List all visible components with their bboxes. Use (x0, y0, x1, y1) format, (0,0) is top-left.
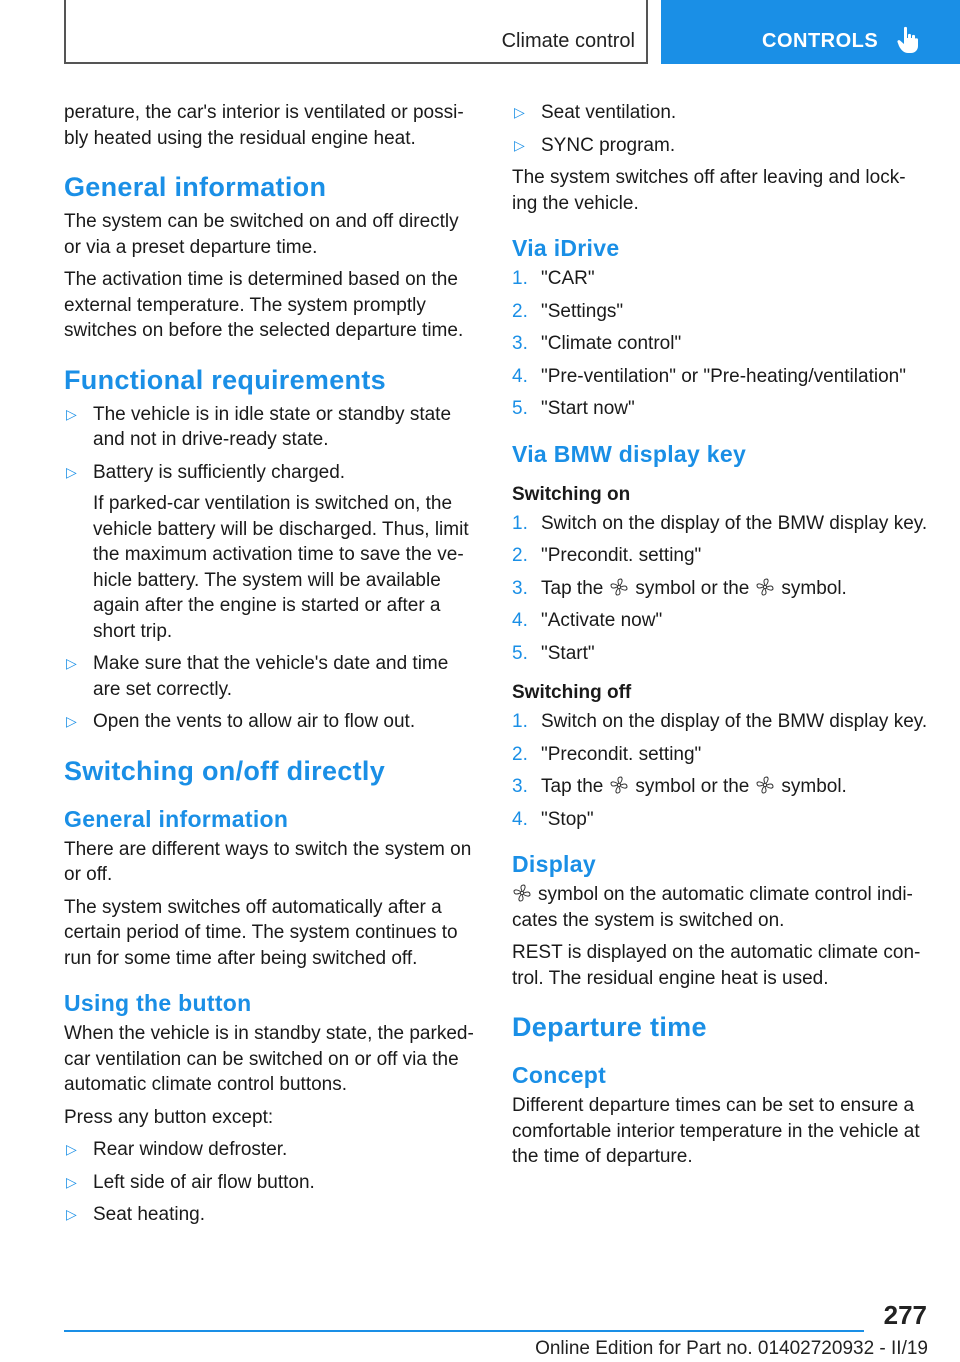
step-item (512, 709, 928, 735)
step-item (512, 299, 928, 325)
list-item (64, 709, 480, 735)
ventilation-fan-icon (609, 578, 629, 596)
step-text: symbol or the (635, 577, 750, 599)
controls-tab-label: CONTROLS (762, 30, 879, 52)
ventilation-fan-icon (609, 776, 629, 794)
step-number: 2. (512, 300, 528, 322)
list-item-text: Battery is sufficiently charged. (93, 461, 346, 483)
list-item-text: Open the vents to allow air to flow out. (93, 711, 416, 732)
step-item (512, 774, 928, 800)
step-text: "Start now" (541, 398, 635, 419)
pointing-hand-icon (897, 26, 919, 54)
switching-on-steps (512, 511, 928, 667)
step-number: 2. (512, 743, 528, 765)
departure-time-heading: Departure time (512, 1012, 707, 1042)
button-exceptions-list (64, 1137, 480, 1228)
step-text: "CAR" (541, 268, 595, 289)
paragraph: The system switches off after leaving and lock-ing the vehicle. (512, 167, 906, 214)
step-text: "Stop" (541, 808, 594, 830)
paragraph: Different departure times can be set to ensure a comfortable interior temperature in the vehicle at the time of departure. (512, 1095, 920, 1167)
paragraph (512, 882, 928, 933)
via-idrive-heading: Via iDrive (512, 235, 620, 261)
step-number: 1. (512, 512, 528, 534)
button-exceptions-list-cont (512, 100, 928, 158)
switching-heading: Switching on/off directly (64, 755, 386, 786)
paragraph: REST is displayed on the automatic climate con-trol. The residual engine heat is used. (512, 942, 921, 989)
via-display-key-heading: Via BMW display key (512, 440, 747, 467)
step-item (512, 266, 928, 292)
left-column (64, 100, 480, 1235)
section-title: Climate control (501, 30, 635, 52)
idrive-steps (512, 266, 928, 422)
list-item (64, 460, 480, 645)
paragraph: The activation time is determined based on the external temperature. The system promptly switches on before the selected departure time. (64, 269, 464, 341)
intro-paragraph: perature, the car's interior is ventilated or possi-bly heated using the residual engine heat. (64, 102, 464, 149)
list-item: ▷ Seat ventilation. (512, 100, 928, 126)
step-number: 4. (512, 808, 528, 830)
step-number: 4. (512, 365, 528, 387)
step-number: 2. (512, 545, 528, 566)
switching-on-heading: Switching on (512, 483, 631, 505)
list-item-text: The vehicle is in idle state or standby state and not in drive-ready state. (93, 403, 452, 450)
list-item: ▷ Rear window defroster. (64, 1137, 480, 1163)
battery-note: If parked-car ventilation is switched on, the vehicle battery will be discharged. Thus, limit the maximum activation time to save the ve-hicle battery. The system will be available again after the engine is started or after a short trip. (93, 493, 469, 642)
list-item: ▷ Seat heating. (64, 1202, 480, 1228)
list-item (64, 651, 480, 702)
step-text: Switch on the display of the BMW display key. (541, 512, 928, 534)
page-number: 277 (883, 1300, 927, 1330)
step-item (512, 331, 928, 357)
step-text: "Activate now" (541, 610, 663, 631)
step-text: Switch on the display of the BMW display key. (541, 711, 928, 732)
paragraph: Press any button except: (64, 1106, 274, 1128)
step-item (512, 608, 928, 634)
paragraph: There are different ways to switch the system on or off. (64, 838, 472, 885)
footer-edition: Online Edition for Part no. 01402720932 - II/19 (535, 1338, 928, 1359)
step-text: symbol or the (635, 776, 750, 797)
paragraph: The system switches off automatically after a certain period of time. The system continues to run for some time after being switched off. (64, 896, 458, 969)
step-number: 3. (512, 577, 528, 599)
step-text: "Precondit. setting" (541, 545, 702, 566)
ventilation-fan-icon (512, 884, 532, 902)
switching-off-heading: Switching off (512, 682, 632, 703)
step-text: "Settings" (541, 300, 624, 322)
concept-heading: Concept (512, 1062, 607, 1088)
step-item (512, 396, 928, 422)
paragraph: When the vehicle is in standby state, the parked-car ventilation can be switched on or off via the automatic climate control buttons. (64, 1023, 474, 1095)
list-item: ▷ SYNC program. (512, 133, 928, 159)
step-number: 1. (512, 711, 528, 732)
step-number: 3. (512, 776, 528, 797)
step-text: Tap the (541, 776, 604, 797)
step-item (512, 576, 928, 602)
general-information-subheading: General information (64, 805, 289, 832)
footer-divider (64, 1330, 864, 1332)
step-item (512, 641, 928, 667)
step-text: symbol. (781, 776, 847, 797)
general-information-heading: General information (64, 172, 327, 202)
step-number: 1. (512, 268, 528, 289)
step-text: "Start" (541, 642, 595, 664)
step-text: Tap the (541, 577, 604, 599)
step-item (512, 364, 928, 390)
functional-requirements-heading: Functional requirements (64, 364, 386, 395)
switching-off-steps (512, 709, 928, 832)
ventilation-fan-icon (755, 776, 775, 794)
step-text: "Pre-ventilation" or "Pre-heating/ventilation" (541, 365, 906, 387)
controls-tab[interactable] (661, 0, 960, 64)
ventilation-fan-icon (755, 578, 775, 596)
step-number: 5. (512, 398, 528, 419)
step-item (512, 807, 928, 833)
step-text: "Precondit. setting" (541, 743, 702, 765)
using-button-heading: Using the button (64, 990, 252, 1016)
paragraph: The system can be switched on and off directly or via a preset departure time. (64, 211, 459, 258)
step-number: 3. (512, 333, 528, 354)
display-heading: Display (512, 851, 596, 877)
step-text: symbol. (781, 577, 847, 599)
step-number: 5. (512, 642, 528, 664)
right-column (512, 100, 928, 1177)
paragraph-text: symbol on the automatic climate control indi-cates the system is switched on. (512, 884, 913, 931)
step-item (512, 543, 928, 569)
step-item (512, 742, 928, 768)
list-item (64, 402, 480, 453)
step-number: 4. (512, 610, 528, 631)
list-item: ▷ Left side of air flow button. (64, 1170, 480, 1196)
list-item-text: Make sure that the vehicle's date and time are set correctly. (93, 653, 449, 700)
step-item (512, 511, 928, 537)
step-text: "Climate control" (541, 333, 682, 354)
requirements-list (64, 402, 480, 735)
